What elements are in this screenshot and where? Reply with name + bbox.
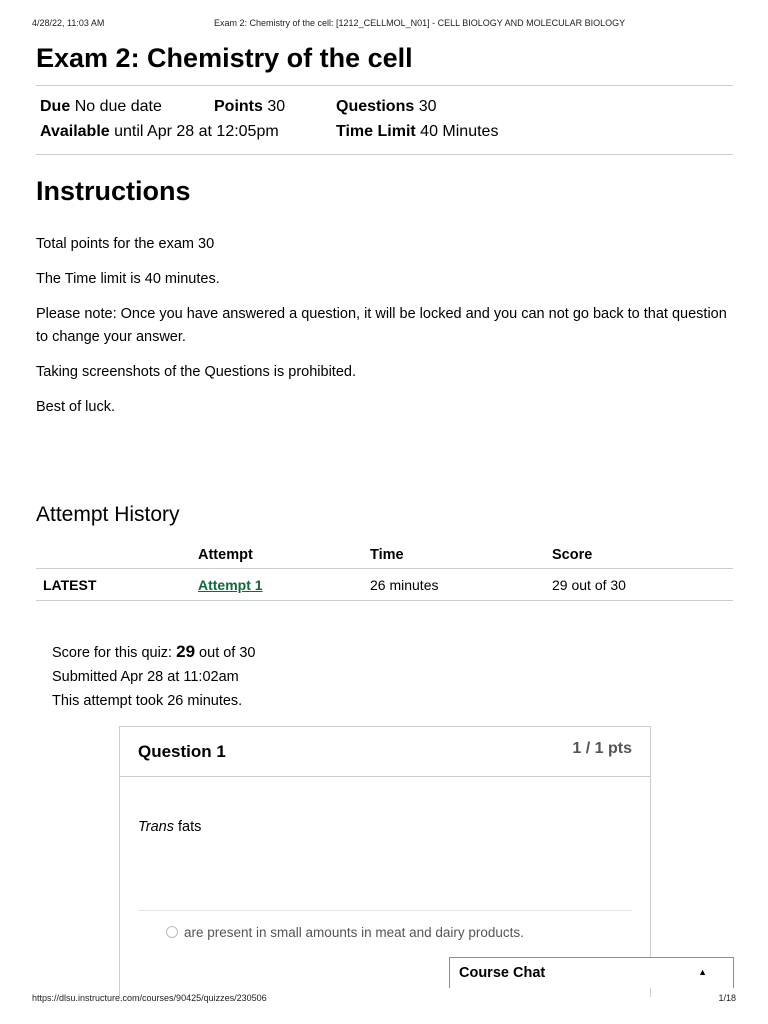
print-footer — [32, 993, 736, 1007]
score-prefix: Score for this quiz: — [52, 645, 177, 661]
question-header — [120, 727, 650, 777]
quiz-meta — [36, 86, 733, 154]
attempt-score: 29 out of 30 — [552, 576, 626, 593]
column-header-score: Score — [552, 542, 733, 569]
points-label: Points — [214, 98, 263, 115]
time-limit-info — [336, 123, 498, 141]
due-label: Due — [40, 98, 71, 115]
column-header-time: Time — [370, 542, 552, 569]
column-header — [36, 542, 198, 569]
answer-text: are present in small amounts in meat and dairy products. — [184, 925, 524, 940]
due-info — [40, 98, 162, 116]
score-suffix: out of 30 — [195, 645, 256, 661]
latest-label: LATEST — [43, 576, 97, 593]
attempt-duration: This attempt took 26 minutes. — [52, 693, 243, 709]
course-chat-panel[interactable] — [449, 957, 734, 988]
available-label: Available — [40, 123, 110, 140]
score-value: 29 — [176, 642, 196, 661]
available-info — [40, 123, 279, 141]
answer-option — [166, 925, 524, 940]
points-info — [214, 98, 285, 116]
attempt-history-heading: Attempt History — [36, 503, 180, 526]
submitted-time: Submitted Apr 28 at 11:02am — [52, 669, 239, 685]
available-value: until Apr 28 at 12:05pm — [114, 123, 279, 140]
print-doc-title: Exam 2: Chemistry of the cell: [1212_CELLMOL_N01] - CELL BIOLOGY AND MOLECULAR BIOLOGY — [214, 18, 626, 28]
questions-value: 30 — [418, 98, 437, 115]
divider — [138, 910, 632, 911]
question-text-rest: fats — [174, 819, 202, 835]
question-text-italic: Trans — [138, 819, 174, 835]
time-limit-label: Time Limit — [336, 123, 416, 140]
instructions-heading: Instructions — [36, 176, 191, 206]
time-limit-value: 40 Minutes — [420, 123, 499, 140]
instruction-paragraph: Please note: Once you have answered a question, it will be locked and you can not go back to that question to change your answer. — [36, 306, 727, 345]
instruction-paragraph: The Time limit is 40 minutes. — [36, 271, 220, 287]
attempt-history-table — [36, 542, 733, 601]
due-value: No due date — [74, 98, 162, 115]
divider — [36, 154, 733, 155]
column-header-attempt: Attempt — [198, 542, 370, 569]
questions-info — [336, 98, 436, 116]
questions-label: Questions — [336, 98, 415, 115]
print-url: https://dlsu.instructure.com/courses/90425/quizzes/230506 — [32, 993, 267, 1003]
instruction-paragraph: Total points for the exam 30 — [36, 236, 215, 252]
table-header-row — [36, 542, 733, 569]
question-title: Question 1 — [138, 742, 226, 761]
points-value: 30 — [267, 98, 286, 115]
instruction-paragraph: Best of luck. — [36, 399, 115, 415]
radio-icon — [166, 926, 178, 938]
main-content — [36, 40, 733, 940]
question-points: 1 / 1 pts — [572, 740, 632, 757]
course-chat-label: Course Chat — [459, 965, 546, 981]
instructions-body — [36, 233, 733, 431]
attempt-1-link[interactable]: Attempt 1 — [198, 576, 263, 593]
attempt-time: 26 minutes — [370, 576, 439, 593]
quiz-score — [52, 640, 256, 665]
score-summary — [52, 640, 256, 713]
question-text — [138, 819, 201, 835]
page-title: Exam 2: Chemistry of the cell — [36, 43, 413, 73]
table-row — [36, 569, 733, 601]
instruction-paragraph: Taking screenshots of the Questions is prohibited. — [36, 364, 356, 380]
chevron-up-icon[interactable]: ▲ — [698, 967, 707, 977]
print-header — [32, 18, 736, 32]
print-page-number: 1/18 — [718, 993, 736, 1003]
print-date: 4/28/22, 11:03 AM — [32, 18, 105, 28]
